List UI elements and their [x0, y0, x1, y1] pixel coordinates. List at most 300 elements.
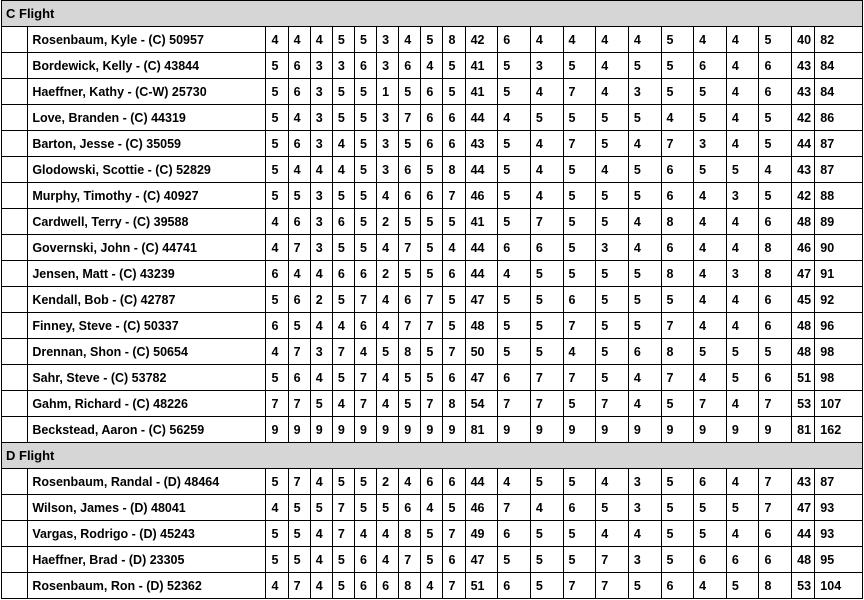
hole-score: 5	[498, 313, 531, 339]
hole-score: 3	[628, 547, 661, 573]
front-nine-total: 41	[465, 53, 498, 79]
hole-score: 5	[596, 261, 629, 287]
hole-score: 6	[661, 235, 694, 261]
front-nine-total: 44	[465, 261, 498, 287]
hole-score: 5	[443, 495, 465, 521]
hole-score: 4	[377, 547, 399, 573]
front-nine-total: 44	[465, 235, 498, 261]
hole-score: 5	[443, 287, 465, 313]
hole-score: 5	[563, 235, 596, 261]
row-spacer-cell	[2, 157, 28, 183]
hole-score: 5	[443, 209, 465, 235]
row-spacer-cell	[2, 417, 28, 443]
hole-score: 8	[759, 573, 792, 599]
hole-score: 5	[628, 573, 661, 599]
hole-score: 5	[399, 209, 421, 235]
hole-score: 9	[266, 417, 288, 443]
hole-score: 3	[377, 105, 399, 131]
hole-score: 5	[421, 521, 443, 547]
hole-score: 5	[421, 235, 443, 261]
hole-score: 5	[530, 313, 563, 339]
hole-score: 6	[759, 365, 792, 391]
flight-title: C Flight	[2, 1, 863, 27]
hole-score: 6	[498, 365, 531, 391]
hole-score: 5	[332, 27, 354, 53]
hole-score: 5	[332, 183, 354, 209]
hole-score: 3	[726, 183, 759, 209]
hole-score: 6	[498, 573, 531, 599]
hole-score: 5	[726, 339, 759, 365]
hole-score: 4	[726, 521, 759, 547]
hole-score: 4	[726, 131, 759, 157]
hole-score: 5	[266, 287, 288, 313]
hole-score: 7	[354, 287, 376, 313]
hole-score: 9	[332, 417, 354, 443]
hole-score: 5	[288, 313, 310, 339]
hole-score: 4	[596, 53, 629, 79]
total-score: 98	[815, 339, 863, 365]
hole-score: 5	[563, 391, 596, 417]
hole-score: 5	[596, 287, 629, 313]
hole-score: 6	[759, 209, 792, 235]
hole-score: 6	[443, 261, 465, 287]
hole-score: 5	[354, 495, 376, 521]
hole-score: 6	[266, 313, 288, 339]
row-spacer-cell	[2, 209, 28, 235]
player-name: Jensen, Matt - (C) 43239	[28, 261, 266, 287]
back-nine-total: 46	[792, 235, 815, 261]
hole-score: 4	[288, 157, 310, 183]
hole-score: 9	[726, 417, 759, 443]
hole-score: 5	[332, 79, 354, 105]
hole-score: 7	[661, 365, 694, 391]
hole-score: 5	[726, 157, 759, 183]
table-row	[2, 521, 863, 547]
table-row	[2, 157, 863, 183]
hole-score: 5	[596, 339, 629, 365]
row-spacer-cell	[2, 235, 28, 261]
hole-score: 7	[530, 391, 563, 417]
hole-score: 7	[596, 547, 629, 573]
flight-header-row	[2, 1, 863, 27]
hole-score: 4	[726, 235, 759, 261]
hole-score: 5	[332, 365, 354, 391]
row-spacer-cell	[2, 573, 28, 599]
hole-score: 4	[310, 157, 332, 183]
hole-score: 4	[530, 495, 563, 521]
hole-score: 4	[596, 521, 629, 547]
hole-score: 4	[498, 469, 531, 495]
hole-score: 5	[377, 495, 399, 521]
hole-score: 5	[726, 573, 759, 599]
back-nine-total: 48	[792, 547, 815, 573]
hole-score: 6	[354, 573, 376, 599]
front-nine-total: 44	[465, 157, 498, 183]
hole-score: 3	[628, 495, 661, 521]
total-score: 87	[815, 131, 863, 157]
hole-score: 6	[498, 27, 531, 53]
hole-score: 4	[596, 79, 629, 105]
hole-score: 5	[399, 261, 421, 287]
hole-score: 4	[266, 235, 288, 261]
row-spacer-cell	[2, 53, 28, 79]
hole-score: 6	[354, 261, 376, 287]
hole-score: 5	[354, 235, 376, 261]
hole-score: 3	[310, 105, 332, 131]
hole-score: 5	[421, 157, 443, 183]
hole-score: 8	[443, 27, 465, 53]
player-name: Sahr, Steve - (C) 53782	[28, 365, 266, 391]
front-nine-total: 48	[465, 313, 498, 339]
hole-score: 4	[759, 157, 792, 183]
hole-score: 4	[694, 313, 727, 339]
hole-score: 5	[498, 131, 531, 157]
hole-score: 7	[288, 235, 310, 261]
hole-score: 4	[377, 235, 399, 261]
hole-score: 2	[377, 261, 399, 287]
hole-score: 6	[288, 53, 310, 79]
hole-score: 6	[759, 79, 792, 105]
hole-score: 7	[288, 339, 310, 365]
player-name: Barton, Jesse - (C) 35059	[28, 131, 266, 157]
hole-score: 5	[661, 469, 694, 495]
hole-score: 7	[530, 365, 563, 391]
back-nine-total: 51	[792, 365, 815, 391]
back-nine-total: 53	[792, 391, 815, 417]
hole-score: 4	[377, 391, 399, 417]
hole-score: 7	[421, 287, 443, 313]
hole-score: 9	[421, 417, 443, 443]
hole-score: 5	[530, 547, 563, 573]
hole-score: 7	[661, 131, 694, 157]
table-row	[2, 573, 863, 599]
hole-score: 5	[628, 105, 661, 131]
hole-score: 6	[443, 131, 465, 157]
back-nine-total: 47	[792, 495, 815, 521]
hole-score: 6	[759, 53, 792, 79]
total-score: 95	[815, 547, 863, 573]
hole-score: 4	[377, 313, 399, 339]
hole-score: 6	[530, 235, 563, 261]
player-name: Governski, John - (C) 44741	[28, 235, 266, 261]
front-nine-total: 81	[465, 417, 498, 443]
table-row	[2, 209, 863, 235]
row-spacer-cell	[2, 27, 28, 53]
front-nine-total: 50	[465, 339, 498, 365]
hole-score: 5	[498, 183, 531, 209]
hole-score: 6	[759, 287, 792, 313]
hole-score: 4	[266, 339, 288, 365]
total-score: 91	[815, 261, 863, 287]
hole-score: 4	[530, 157, 563, 183]
hole-score: 5	[694, 521, 727, 547]
total-score: 86	[815, 105, 863, 131]
hole-score: 5	[332, 235, 354, 261]
hole-score: 5	[596, 365, 629, 391]
hole-score: 9	[399, 417, 421, 443]
hole-score: 4	[726, 469, 759, 495]
player-name: Wilson, James - (D) 48041	[28, 495, 266, 521]
hole-score: 7	[443, 521, 465, 547]
hole-score: 3	[377, 53, 399, 79]
hole-score: 5	[661, 53, 694, 79]
hole-score: 9	[694, 417, 727, 443]
hole-score: 5	[354, 27, 376, 53]
hole-score: 9	[628, 417, 661, 443]
hole-score: 6	[421, 131, 443, 157]
hole-score: 5	[563, 53, 596, 79]
hole-score: 7	[332, 339, 354, 365]
hole-score: 5	[694, 157, 727, 183]
hole-score: 4	[628, 391, 661, 417]
hole-score: 5	[421, 209, 443, 235]
hole-score: 4	[332, 157, 354, 183]
hole-score: 4	[726, 105, 759, 131]
hole-score: 5	[399, 365, 421, 391]
hole-score: 6	[759, 521, 792, 547]
hole-score: 7	[354, 365, 376, 391]
hole-score: 4	[726, 209, 759, 235]
player-name: Glodowski, Scottie - (C) 52829	[28, 157, 266, 183]
hole-score: 7	[530, 209, 563, 235]
hole-score: 3	[377, 27, 399, 53]
flight-header-row	[2, 443, 863, 469]
hole-score: 4	[596, 469, 629, 495]
hole-score: 6	[443, 469, 465, 495]
hole-score: 4	[694, 27, 727, 53]
row-spacer-cell	[2, 469, 28, 495]
hole-score: 4	[694, 287, 727, 313]
row-spacer-cell	[2, 339, 28, 365]
row-spacer-cell	[2, 131, 28, 157]
hole-score: 5	[421, 365, 443, 391]
hole-score: 6	[421, 105, 443, 131]
hole-score: 5	[563, 547, 596, 573]
front-nine-total: 43	[465, 131, 498, 157]
hole-score: 5	[498, 79, 531, 105]
row-spacer-cell	[2, 287, 28, 313]
row-spacer-cell	[2, 547, 28, 573]
back-nine-total: 40	[792, 27, 815, 53]
front-nine-total: 41	[465, 209, 498, 235]
hole-score: 6	[288, 209, 310, 235]
hole-score: 5	[498, 547, 531, 573]
hole-score: 4	[377, 521, 399, 547]
hole-score: 5	[354, 469, 376, 495]
hole-score: 7	[443, 573, 465, 599]
total-score: 88	[815, 183, 863, 209]
row-spacer-cell	[2, 391, 28, 417]
hole-score: 5	[332, 547, 354, 573]
hole-score: 7	[661, 313, 694, 339]
hole-score: 8	[443, 157, 465, 183]
hole-score: 8	[661, 209, 694, 235]
hole-score: 9	[377, 417, 399, 443]
hole-score: 7	[421, 313, 443, 339]
front-nine-total: 47	[465, 365, 498, 391]
hole-score: 6	[399, 53, 421, 79]
hole-score: 6	[443, 547, 465, 573]
hole-score: 5	[399, 131, 421, 157]
hole-score: 7	[288, 573, 310, 599]
hole-score: 5	[288, 183, 310, 209]
hole-score: 5	[661, 27, 694, 53]
hole-score: 5	[421, 339, 443, 365]
total-score: 87	[815, 157, 863, 183]
hole-score: 5	[266, 469, 288, 495]
hole-score: 7	[563, 131, 596, 157]
player-name: Finney, Steve - (C) 50337	[28, 313, 266, 339]
hole-score: 5	[399, 391, 421, 417]
scorecard-table	[1, 0, 863, 599]
hole-score: 5	[266, 547, 288, 573]
hole-score: 3	[694, 131, 727, 157]
hole-score: 5	[563, 469, 596, 495]
hole-score: 9	[759, 417, 792, 443]
hole-score: 5	[266, 157, 288, 183]
total-score: 104	[815, 573, 863, 599]
back-nine-total: 42	[792, 105, 815, 131]
hole-score: 5	[498, 209, 531, 235]
hole-score: 2	[377, 469, 399, 495]
hole-score: 5	[421, 261, 443, 287]
row-spacer-cell	[2, 313, 28, 339]
hole-score: 5	[266, 183, 288, 209]
row-spacer-cell	[2, 183, 28, 209]
hole-score: 2	[310, 287, 332, 313]
hole-score: 5	[498, 287, 531, 313]
hole-score: 5	[354, 209, 376, 235]
hole-score: 7	[759, 469, 792, 495]
hole-score: 6	[443, 365, 465, 391]
hole-score: 9	[661, 417, 694, 443]
hole-score: 6	[421, 469, 443, 495]
hole-score: 5	[628, 183, 661, 209]
hole-score: 4	[288, 261, 310, 287]
hole-score: 4	[661, 105, 694, 131]
hole-score: 5	[421, 27, 443, 53]
hole-score: 4	[421, 495, 443, 521]
hole-score: 6	[399, 495, 421, 521]
total-score: 87	[815, 469, 863, 495]
hole-score: 5	[332, 287, 354, 313]
hole-score: 6	[266, 261, 288, 287]
hole-score: 6	[399, 157, 421, 183]
player-name: Rosenbaum, Kyle - (C) 50957	[28, 27, 266, 53]
hole-score: 6	[759, 313, 792, 339]
hole-score: 4	[377, 287, 399, 313]
hole-score: 3	[596, 235, 629, 261]
player-name: Beckstead, Aaron - (C) 56259	[28, 417, 266, 443]
player-name: Drennan, Shon - (C) 50654	[28, 339, 266, 365]
total-score: 92	[815, 287, 863, 313]
hole-score: 6	[694, 547, 727, 573]
front-nine-total: 46	[465, 495, 498, 521]
hole-score: 6	[288, 131, 310, 157]
hole-score: 4	[354, 339, 376, 365]
row-spacer-cell	[2, 365, 28, 391]
table-row	[2, 79, 863, 105]
hole-score: 4	[726, 27, 759, 53]
hole-score: 5	[530, 105, 563, 131]
hole-score: 4	[726, 53, 759, 79]
back-nine-total: 43	[792, 79, 815, 105]
hole-score: 4	[628, 365, 661, 391]
hole-score: 6	[661, 573, 694, 599]
hole-score: 7	[694, 391, 727, 417]
back-nine-total: 43	[792, 157, 815, 183]
row-spacer-cell	[2, 105, 28, 131]
hole-score: 5	[332, 469, 354, 495]
hole-score: 1	[377, 79, 399, 105]
back-nine-total: 44	[792, 521, 815, 547]
hole-score: 6	[694, 469, 727, 495]
hole-score: 6	[498, 521, 531, 547]
hole-score: 3	[377, 131, 399, 157]
hole-score: 5	[288, 547, 310, 573]
hole-score: 5	[421, 547, 443, 573]
total-score: 89	[815, 209, 863, 235]
hole-score: 5	[530, 261, 563, 287]
total-score: 98	[815, 365, 863, 391]
row-spacer-cell	[2, 79, 28, 105]
hole-score: 5	[530, 339, 563, 365]
hole-score: 4	[498, 261, 531, 287]
back-nine-total: 48	[792, 339, 815, 365]
hole-score: 5	[310, 495, 332, 521]
hole-score: 5	[596, 495, 629, 521]
hole-score: 2	[377, 209, 399, 235]
hole-score: 7	[332, 521, 354, 547]
hole-score: 5	[530, 287, 563, 313]
hole-score: 4	[530, 27, 563, 53]
hole-score: 4	[596, 157, 629, 183]
hole-score: 7	[563, 573, 596, 599]
hole-score: 7	[759, 495, 792, 521]
hole-score: 4	[694, 365, 727, 391]
hole-score: 4	[498, 105, 531, 131]
hole-score: 9	[563, 417, 596, 443]
hole-score: 7	[443, 183, 465, 209]
total-score: 84	[815, 53, 863, 79]
back-nine-total: 48	[792, 209, 815, 235]
hole-score: 5	[266, 521, 288, 547]
hole-score: 6	[694, 53, 727, 79]
hole-score: 7	[288, 391, 310, 417]
hole-score: 9	[596, 417, 629, 443]
hole-score: 4	[628, 209, 661, 235]
front-nine-total: 42	[465, 27, 498, 53]
hole-score: 5	[530, 521, 563, 547]
hole-score: 8	[661, 339, 694, 365]
hole-score: 3	[310, 131, 332, 157]
hole-score: 4	[694, 183, 727, 209]
hole-score: 3	[310, 53, 332, 79]
hole-score: 5	[443, 53, 465, 79]
hole-score: 5	[694, 495, 727, 521]
hole-score: 3	[310, 209, 332, 235]
hole-score: 4	[310, 547, 332, 573]
hole-score: 6	[332, 261, 354, 287]
back-nine-total: 44	[792, 131, 815, 157]
hole-score: 6	[661, 183, 694, 209]
hole-score: 4	[354, 521, 376, 547]
hole-score: 9	[498, 417, 531, 443]
hole-score: 5	[596, 209, 629, 235]
back-nine-total: 81	[792, 417, 815, 443]
hole-score: 5	[628, 287, 661, 313]
total-score: 84	[815, 79, 863, 105]
